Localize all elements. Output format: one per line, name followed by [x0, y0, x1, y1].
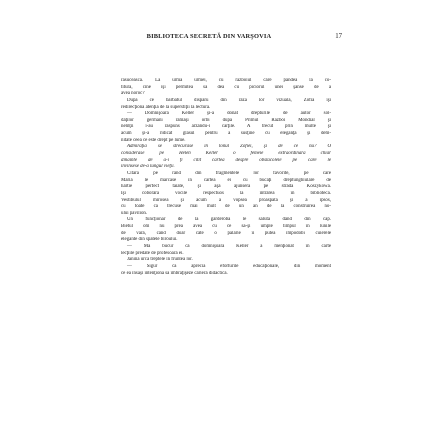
text-line: acum şi-a ridicat glasul pentru a susţine cu eleganţă şi dem- — [121, 131, 331, 137]
text-line: — Mă bucur că domnişoara Keller a menţionat în carte — [127, 244, 331, 250]
paragraph — [121, 257, 331, 264]
text-line: Un funcţionar de la garderobă le salută dând din cap. — [127, 217, 331, 223]
paragraph — [121, 171, 331, 217]
text-line: hârtie perfect tăiate, şi aşa ajunseră pe strada Koszykowa. — [121, 184, 331, 190]
text-line: Bietul om nu prea avea cu ce să-şi umple timpul în lunile — [121, 224, 331, 230]
text-line: Admiraţia se strecurase în tonul Zofiei, şi de ce nu? O — [127, 144, 331, 150]
text-line: Îşi coborâră vocile respectuos la intrarea în bibliotecă. — [121, 190, 331, 196]
page-number: 17 — [335, 33, 342, 40]
text-line: Janina urca treptele în fruntea lor. — [127, 257, 193, 263]
text-line: Citară pe rând din fragmentele lor favorite, pe care — [127, 170, 331, 176]
text-line: învinsese de-a lungul vieţii. — [121, 164, 175, 170]
running-title: BIBLIOTECA SECRETĂ DIN VARŞOVIA — [146, 33, 272, 40]
text-line: dinainte de a-i fi citit cartea despre obstacolele pe care le — [121, 157, 331, 163]
text-line: considerase pe Helen Keller o femeie extraordinară chiar — [121, 151, 331, 157]
paragraph — [121, 244, 331, 257]
paragraph — [121, 111, 331, 144]
paragraph — [121, 144, 331, 171]
paragraph — [121, 264, 331, 277]
paragraph — [121, 78, 331, 98]
text-line: titură, cine îşi permitea să dea cu piciorul unei şanse de a — [121, 84, 331, 90]
text-line: ului pavilion. — [121, 210, 148, 216]
text-line: cu toate că trecuse mai mult de un an de la construirea no- — [121, 204, 331, 210]
text-line: nitate ceea ce este drept pe lume. — [121, 137, 186, 143]
text-line: lecţiile predate de profesoara ei. — [121, 250, 184, 256]
text-line: daţilor germani rămaşi orbi după Primul Război Mondial şi — [121, 117, 331, 123]
text-line: redirecţionă atenţia de la superstiţii la lectură. — [121, 104, 211, 110]
text-line: de vară, când doar câte o pălărie îi putea împodobi cuierele — [121, 230, 331, 236]
text-line: — Domnişoara Keller şi-a donat drepturile de autor sol- — [127, 111, 331, 117]
page-header — [96, 33, 352, 45]
text-line: avea noroc? — [121, 91, 145, 97]
text-line: După ce bărbatul dispăru din raza lor vizuală, Zofia îşi — [127, 97, 331, 103]
text-line: răsucească. La urma urmei, cu războiul care pândea la co- — [121, 78, 331, 83]
text-line: Vestibulul mirosea şi acum a vopsea proaspătă şi a ipsos, — [121, 197, 331, 203]
paragraph — [121, 98, 331, 111]
text-line: nemţii i-au răspuns arzându-i cărţile. A trecut prin multe şi — [121, 124, 331, 130]
text-line: — Sigur că apreciă eforturile educaţionale, din moment — [127, 263, 331, 269]
text-line: Maria le marcase în cartea ei cu bucăţi dreptunghiulare de — [121, 177, 331, 183]
paragraph — [121, 217, 331, 244]
text-line: elegante din spatele biroului. — [121, 237, 178, 243]
text-line: ce ea însăşi intenţiona să îmbrăţişeze cariera didactică. — [121, 270, 228, 276]
body-text — [121, 78, 331, 277]
